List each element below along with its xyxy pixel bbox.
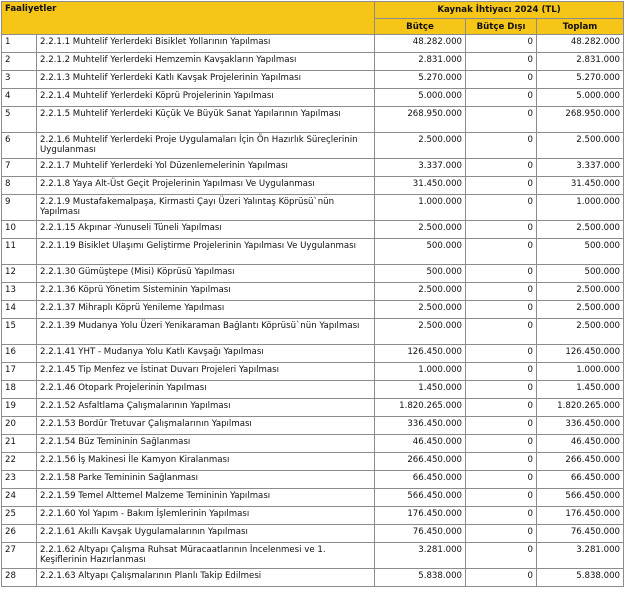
off-budget-cell: 0 xyxy=(466,381,537,399)
activity-name: 2.2.1.52 Asfaltlama Çalışmalarının Yapılması xyxy=(37,399,375,417)
total-cell: 1.450.000 xyxy=(537,381,624,399)
table-row xyxy=(2,159,624,177)
table-row xyxy=(2,89,624,107)
off-budget-cell: 0 xyxy=(466,345,537,363)
total-cell: 126.450.000 xyxy=(537,345,624,363)
row-number: 21 xyxy=(2,435,37,453)
budget-cell: 76.450.000 xyxy=(375,525,466,543)
activity-name: 2.2.1.45 Tip Menfez ve İstinat Duvarı Projeleri Yapılması xyxy=(37,363,375,381)
table-row xyxy=(2,435,624,453)
table-row xyxy=(2,319,624,345)
activity-name: 2.2.1.4 Muhtelif Yerlerdeki Köprü Projelerinin Yapılması xyxy=(37,89,375,107)
table-row xyxy=(2,471,624,489)
row-number: 6 xyxy=(2,133,37,159)
budget-cell: 126.450.000 xyxy=(375,345,466,363)
total-cell: 2.831.000 xyxy=(537,53,624,71)
activity-name: 2.2.1.46 Otopark Projelerinin Yapılması xyxy=(37,381,375,399)
table-row xyxy=(2,221,624,239)
row-number: 4 xyxy=(2,89,37,107)
table-row xyxy=(2,195,624,221)
total-cell: 2.500.000 xyxy=(537,319,624,345)
table-row xyxy=(2,239,624,265)
budget-cell: 566.450.000 xyxy=(375,489,466,507)
budget-cell: 2.831.000 xyxy=(375,53,466,71)
activities-header: Faaliyetler xyxy=(2,2,375,35)
row-number: 17 xyxy=(2,363,37,381)
row-number: 3 xyxy=(2,71,37,89)
activity-name: 2.2.1.56 İş Makinesi İle Kamyon Kiralanması xyxy=(37,453,375,471)
activity-name: 2.2.1.59 Temel Alttemel Malzeme Temininin Yapılması xyxy=(37,489,375,507)
activity-name: 2.2.1.8 Yaya Alt-Üst Geçit Projelerinin Yapılması Ve Uygulanması xyxy=(37,177,375,195)
activity-name: 2.2.1.15 Akpınar -Yunuseli Tüneli Yapılması xyxy=(37,221,375,239)
off-budget-cell: 0 xyxy=(466,569,537,587)
table-row xyxy=(2,363,624,381)
off-budget-cell: 0 xyxy=(466,525,537,543)
off-budget-cell: 0 xyxy=(466,417,537,435)
row-number: 2 xyxy=(2,53,37,71)
total-cell: 46.450.000 xyxy=(537,435,624,453)
row-number: 8 xyxy=(2,177,37,195)
total-cell: 5.000.000 xyxy=(537,89,624,107)
budget-cell: 31.450.000 xyxy=(375,177,466,195)
row-number: 12 xyxy=(2,265,37,283)
activity-name: 2.2.1.58 Parke Temininin Sağlanması xyxy=(37,471,375,489)
table-row xyxy=(2,301,624,319)
activity-name: 2.2.1.1 Muhtelif Yerlerdeki Bisiklet Yollarının Yapılması xyxy=(37,35,375,53)
row-number: 18 xyxy=(2,381,37,399)
off-budget-cell: 0 xyxy=(466,239,537,265)
activity-name: 2.2.1.36 Köprü Yönetim Sisteminin Yapılması xyxy=(37,283,375,301)
row-number: 10 xyxy=(2,221,37,239)
total-cell: 268.950.000 xyxy=(537,107,624,133)
table-body xyxy=(2,35,624,587)
activity-name: 2.2.1.39 Mudanya Yolu Üzeri Yenikaraman Bağlantı Köprüsü`nün Yapılması xyxy=(37,319,375,345)
table-row xyxy=(2,543,624,569)
row-number: 27 xyxy=(2,543,37,569)
total-cell: 2.500.000 xyxy=(537,301,624,319)
budget-cell: 2.500.000 xyxy=(375,283,466,301)
budget-table xyxy=(1,1,624,587)
source-header: Kaynak İhtiyacı 2024 (TL) xyxy=(375,2,624,19)
off-budget-cell: 0 xyxy=(466,435,537,453)
off-budget-cell: 0 xyxy=(466,489,537,507)
budget-cell: 5.270.000 xyxy=(375,71,466,89)
budget-cell: 176.450.000 xyxy=(375,507,466,525)
off-budget-cell: 0 xyxy=(466,221,537,239)
off-budget-cell: 0 xyxy=(466,453,537,471)
budget-cell: 3.337.000 xyxy=(375,159,466,177)
off-budget-cell: 0 xyxy=(466,107,537,133)
row-number: 9 xyxy=(2,195,37,221)
activity-name: 2.2.1.7 Muhtelif Yerlerdeki Yol Düzenlemelerinin Yapılması xyxy=(37,159,375,177)
table-row xyxy=(2,283,624,301)
row-number: 28 xyxy=(2,569,37,587)
off-budget-cell: 0 xyxy=(466,265,537,283)
total-cell: 1.000.000 xyxy=(537,363,624,381)
activity-name: 2.2.1.2 Muhtelif Yerlerdeki Hemzemin Kavşakların Yapılması xyxy=(37,53,375,71)
total-cell: 336.450.000 xyxy=(537,417,624,435)
off-budget-cell: 0 xyxy=(466,35,537,53)
total-cell: 5.270.000 xyxy=(537,71,624,89)
budget-cell: 1.820.265.000 xyxy=(375,399,466,417)
off-budget-cell: 0 xyxy=(466,53,537,71)
total-cell: 1.820.265.000 xyxy=(537,399,624,417)
activity-name: 2.2.1.60 Yol Yapım - Bakım İşlemlerinin Yapılması xyxy=(37,507,375,525)
row-number: 20 xyxy=(2,417,37,435)
row-number: 25 xyxy=(2,507,37,525)
budget-cell: 2.500.000 xyxy=(375,301,466,319)
activity-name: 2.2.1.6 Muhtelif Yerlerdeki Proje Uygulamaları İçin Ön Hazırlık Süreçlerinin Uygulanması xyxy=(37,133,375,159)
row-number: 14 xyxy=(2,301,37,319)
table-row xyxy=(2,71,624,89)
off-budget-cell: 0 xyxy=(466,471,537,489)
activity-name: 2.2.1.9 Mustafakemalpaşa, Kirmasti Çayı Üzeri Yalıntaş Köprüsü`nün Yapılması xyxy=(37,195,375,221)
row-number: 16 xyxy=(2,345,37,363)
row-number: 11 xyxy=(2,239,37,265)
off-budget-cell: 0 xyxy=(466,301,537,319)
off-budget-cell: 0 xyxy=(466,177,537,195)
activity-name: 2.2.1.54 Büz Temininin Sağlanması xyxy=(37,435,375,453)
budget-cell: 500.000 xyxy=(375,265,466,283)
table-row xyxy=(2,569,624,587)
off-budget-cell: 0 xyxy=(466,399,537,417)
table-row xyxy=(2,53,624,71)
off-budget-cell: 0 xyxy=(466,319,537,345)
budget-cell: 266.450.000 xyxy=(375,453,466,471)
table-row xyxy=(2,265,624,283)
total-cell: 1.000.000 xyxy=(537,195,624,221)
budget-cell: 2.500.000 xyxy=(375,221,466,239)
row-number: 5 xyxy=(2,107,37,133)
off-budget-cell: 0 xyxy=(466,71,537,89)
row-number: 24 xyxy=(2,489,37,507)
budget-cell: 2.500.000 xyxy=(375,319,466,345)
budget-cell: 46.450.000 xyxy=(375,435,466,453)
activity-name: 2.2.1.61 Akıllı Kavşak Uygulamalarının Yapılması xyxy=(37,525,375,543)
row-number: 13 xyxy=(2,283,37,301)
budget-cell: 500.000 xyxy=(375,239,466,265)
total-cell: 266.450.000 xyxy=(537,453,624,471)
budget-cell: 268.950.000 xyxy=(375,107,466,133)
table-row xyxy=(2,507,624,525)
off-budget-cell: 0 xyxy=(466,543,537,569)
total-cell: 76.450.000 xyxy=(537,525,624,543)
total-cell: 176.450.000 xyxy=(537,507,624,525)
row-number: 19 xyxy=(2,399,37,417)
row-number: 1 xyxy=(2,35,37,53)
activity-name: 2.2.1.30 Gümüştepe (Misi) Köprüsü Yapılması xyxy=(37,265,375,283)
budget-cell: 336.450.000 xyxy=(375,417,466,435)
total-cell: 500.000 xyxy=(537,239,624,265)
table-row xyxy=(2,133,624,159)
table-row xyxy=(2,381,624,399)
row-number: 15 xyxy=(2,319,37,345)
table-row xyxy=(2,345,624,363)
total-cell: 500.000 xyxy=(537,265,624,283)
off-budget-header: Bütçe Dışı xyxy=(466,19,537,35)
total-cell: 5.838.000 xyxy=(537,569,624,587)
total-header: Toplam xyxy=(537,19,624,35)
budget-cell: 1.000.000 xyxy=(375,363,466,381)
off-budget-cell: 0 xyxy=(466,195,537,221)
table-row xyxy=(2,489,624,507)
budget-cell: 5.838.000 xyxy=(375,569,466,587)
activity-name: 2.2.1.41 YHT - Mudanya Yolu Katlı Kavşağı Yapılması xyxy=(37,345,375,363)
activity-name: 2.2.1.62 Altyapı Çalışma Ruhsat Müracaatlarının İncelenmesi ve 1. Keşiflerinin Hazırlanması xyxy=(37,543,375,569)
budget-cell: 48.282.000 xyxy=(375,35,466,53)
total-cell: 66.450.000 xyxy=(537,471,624,489)
total-cell: 2.500.000 xyxy=(537,283,624,301)
activity-name: 2.2.1.63 Altyapı Çalışmalarının Planlı Takip Edilmesi xyxy=(37,569,375,587)
table-row xyxy=(2,177,624,195)
total-cell: 31.450.000 xyxy=(537,177,624,195)
row-number: 7 xyxy=(2,159,37,177)
total-cell: 2.500.000 xyxy=(537,133,624,159)
budget-cell: 66.450.000 xyxy=(375,471,466,489)
budget-cell: 1.000.000 xyxy=(375,195,466,221)
activity-name: 2.2.1.19 Bisiklet Ulaşımı Geliştirme Projelerinin Yapılması Ve Uygulanması xyxy=(37,239,375,265)
budget-cell: 5.000.000 xyxy=(375,89,466,107)
table-row xyxy=(2,35,624,53)
total-cell: 3.337.000 xyxy=(537,159,624,177)
activity-name: 2.2.1.53 Bordür Tretuvar Çalışmalarının Yapılması xyxy=(37,417,375,435)
total-cell: 2.500.000 xyxy=(537,221,624,239)
activity-name: 2.2.1.5 Muhtelif Yerlerdeki Küçük Ve Büyük Sanat Yapılarının Yapılması xyxy=(37,107,375,133)
off-budget-cell: 0 xyxy=(466,283,537,301)
table-row xyxy=(2,453,624,471)
budget-cell: 3.281.000 xyxy=(375,543,466,569)
activity-name: 2.2.1.37 Mihraplı Köprü Yenileme Yapılması xyxy=(37,301,375,319)
total-cell: 3.281.000 xyxy=(537,543,624,569)
off-budget-cell: 0 xyxy=(466,159,537,177)
budget-header: Bütçe xyxy=(375,19,466,35)
table-row xyxy=(2,417,624,435)
row-number: 26 xyxy=(2,525,37,543)
table-row xyxy=(2,525,624,543)
table-row xyxy=(2,399,624,417)
off-budget-cell: 0 xyxy=(466,363,537,381)
table-row xyxy=(2,107,624,133)
off-budget-cell: 0 xyxy=(466,133,537,159)
total-cell: 566.450.000 xyxy=(537,489,624,507)
row-number: 23 xyxy=(2,471,37,489)
off-budget-cell: 0 xyxy=(466,89,537,107)
total-cell: 48.282.000 xyxy=(537,35,624,53)
activity-name: 2.2.1.3 Muhtelif Yerlerdeki Katlı Kavşak Projelerinin Yapılması xyxy=(37,71,375,89)
row-number: 22 xyxy=(2,453,37,471)
off-budget-cell: 0 xyxy=(466,507,537,525)
budget-cell: 1.450.000 xyxy=(375,381,466,399)
budget-cell: 2.500.000 xyxy=(375,133,466,159)
